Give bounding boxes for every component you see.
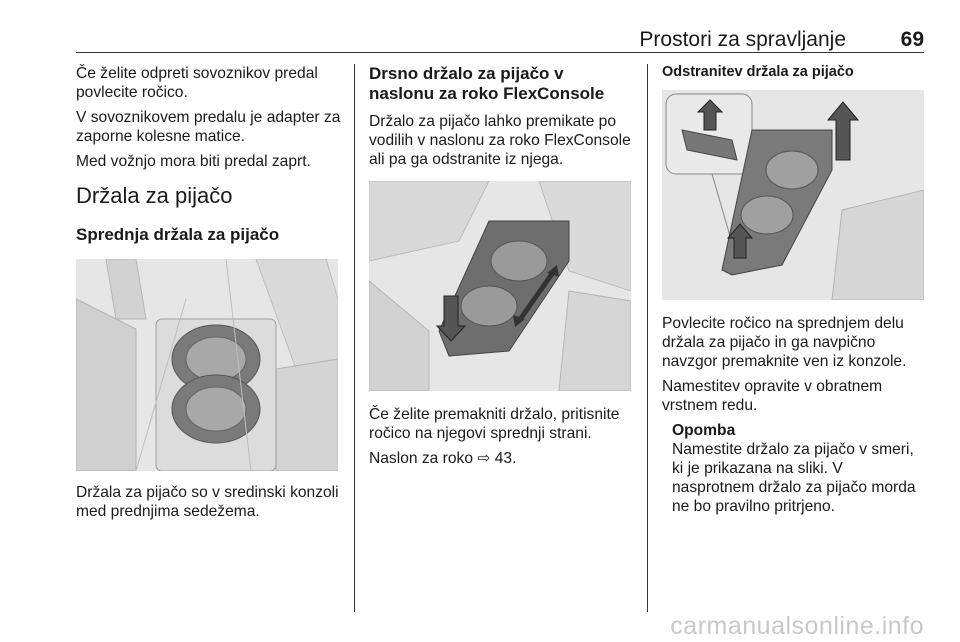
- note-text: Namestite držalo za pijačo v smeri, ki je prikazana na sliki. V nasprotnem držalo za pijačo morda ne bo pravilno pritrjeno.: [672, 441, 916, 515]
- sliding-cupholder-illustration: [369, 181, 631, 391]
- paragraph: Namestitev opravite v obratnem vrstnem redu.: [662, 378, 883, 414]
- front-cupholders-illustration: [76, 259, 338, 471]
- page-header: [76, 28, 924, 53]
- paragraph: Če želite premakniti držalo, pritisnite ročico na njegovi sprednji strani.: [369, 406, 620, 442]
- watermark: carmanualsonline.info: [670, 612, 924, 640]
- removing-cupholder-illustration: [662, 90, 924, 300]
- paragraph: Povlecite ročico na sprednjem delu držala za pijačo in ga navpično navzgor premaknite ven iz konzole.: [662, 315, 907, 370]
- paragraph: Naslon za roko ⇨ 43.: [369, 450, 517, 467]
- column-middle: [369, 64, 633, 474]
- page-number: 69: [900, 28, 924, 51]
- column-divider-1: [354, 64, 355, 612]
- paragraph: Če želite odpreti sovoznikov predal povlecite ročico.: [76, 65, 318, 101]
- column-divider-2: [647, 64, 648, 612]
- paragraph: V sovoznikovem predalu je adapter za zaporne kolesne matice.: [76, 109, 341, 145]
- section-title: Prostori za spravljanje: [639, 28, 846, 51]
- heading-cupholders: Držala za pijačo: [76, 183, 233, 208]
- paragraph: Med vožnjo mora biti predal zaprt.: [76, 153, 311, 170]
- caption: Držala za pijačo so v sredinski konzoli med prednjima sedežema.: [76, 484, 339, 520]
- column-right: [662, 64, 928, 522]
- note-box: [672, 421, 928, 516]
- heading-removing-cupholder: Odstranitev držala za pijačo: [662, 64, 854, 80]
- note-title: Opomba: [672, 422, 736, 439]
- paragraph: Držalo za pijačo lahko premikate po vodilih v naslonu za roko FlexConsole ali pa ga odstranite iz njega.: [369, 113, 631, 168]
- subheading-front-cupholders: Sprednja držala za pijačo: [76, 225, 280, 244]
- column-left: [76, 64, 342, 527]
- heading-sliding-cupholder: Drsno držalo za pijačo v naslonu za roko FlexConsole: [369, 64, 605, 103]
